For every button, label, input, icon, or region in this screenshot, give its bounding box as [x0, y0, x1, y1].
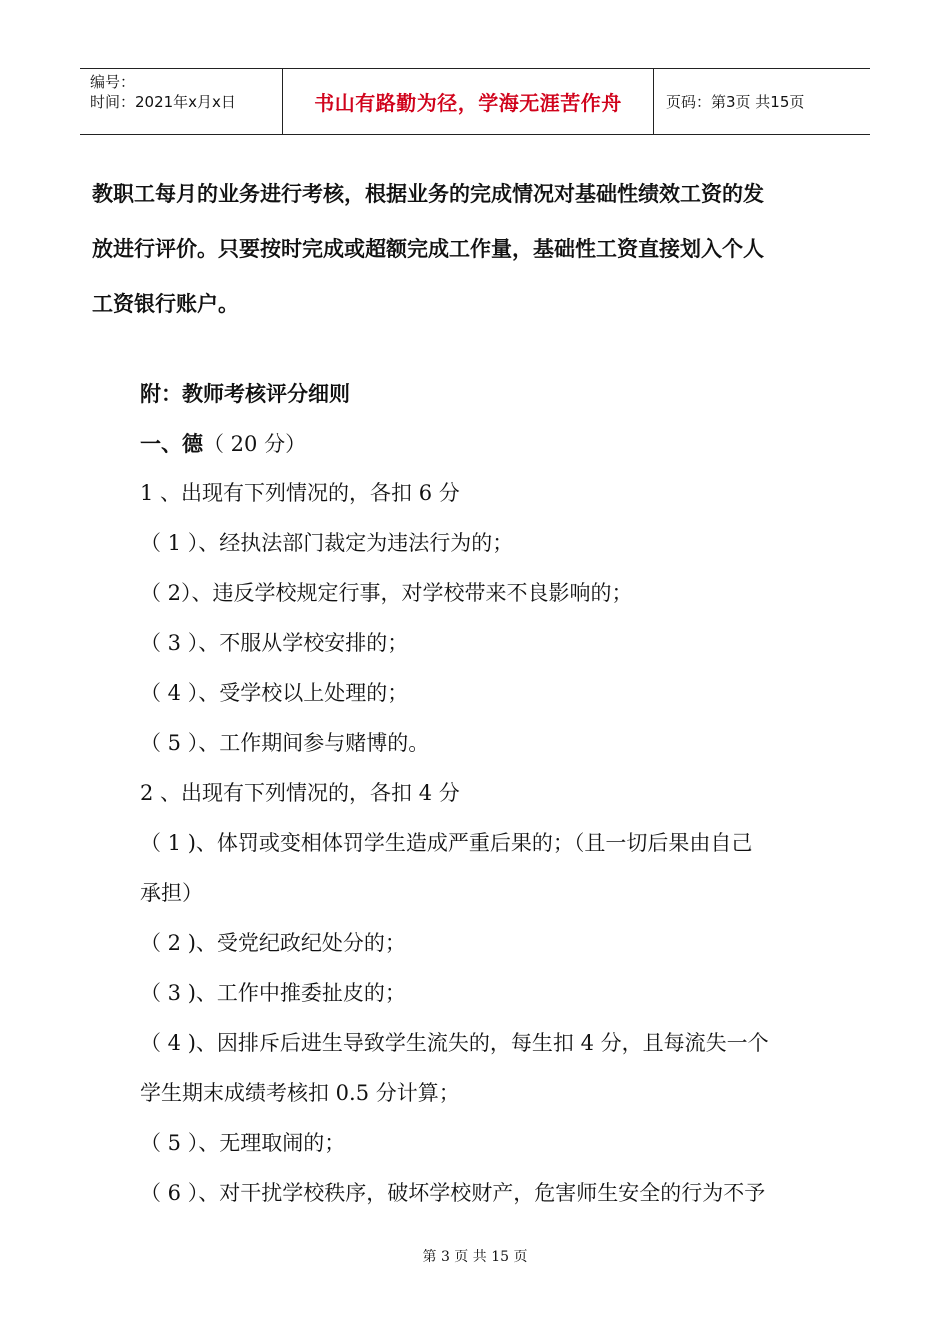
intro-line: 工资银行账户。 [92, 291, 239, 316]
rule-line: （ 5 ）、无理取闹的； [140, 1131, 346, 1155]
rule-line: （ 2）、违反学校规定行事，对学校带来不良影响的； [140, 581, 633, 605]
header-page-info: 页码：第3页 共15页 [666, 93, 805, 111]
rule-line: 2 、出现有下列情况的，各扣 4 分 [140, 781, 460, 805]
page-footer: 第 3 页 共 15 页 [422, 1249, 528, 1265]
appendix-title: 附：教师考核评分细则 [140, 381, 350, 406]
number-label: 编号： [90, 73, 136, 91]
header-meta [80, 69, 282, 134]
rule-line: （ 3 ）、不服从学校安排的； [140, 631, 409, 655]
rule-line: （ 4 ）、受学校以上处理的； [140, 681, 409, 705]
rule-line: （ 1 ）、经执法部门裁定为违法行为的； [140, 531, 514, 555]
rule-line: （ 3 )、工作中推委扯皮的； [140, 981, 406, 1005]
intro-paragraph [92, 166, 862, 331]
header-motto-cell [282, 69, 654, 134]
intro-line: 放进行评价。只要按时完成或超额完成工作量，基础性工资直接划入个人 [92, 236, 764, 261]
intro-line: 教职工每月的业务进行考核，根据业务的完成情况对基础性绩效工资的发 [92, 181, 764, 206]
rule-line: （ 5 ）、工作期间参与赌博的。 [140, 731, 430, 755]
rule-line: 学生期末成绩考核扣 0.5 分计算； [140, 1081, 460, 1105]
rule-line: 承担） [140, 881, 203, 905]
rules-list [140, 468, 862, 1218]
rule-line: （ 6 ）、对干扰学校秩序，破坏学校财产，危害师生安全的行为不予 [140, 1181, 766, 1205]
rule-line: （ 1 )、体罚或变相体罚学生造成严重后果的；（且一切后果由自己 [140, 831, 753, 855]
section-one-heading-row [140, 428, 306, 458]
header-motto: 书山有路勤为径，学海无涯苦作舟 [314, 91, 622, 115]
rule-line: （ 4 )、因排斥后进生导致学生流失的，每生扣 4 分，且每流失一个 [140, 1031, 769, 1055]
time-label: 时间：2021年x月x日 [90, 93, 236, 111]
rule-line: （ 2 )、受党纪政纪处分的； [140, 931, 406, 955]
section-one-heading: 一、德 [140, 431, 203, 456]
page-header [80, 68, 870, 135]
section-one-score: （ 20 分） [203, 432, 307, 456]
rule-line: 1 、出现有下列情况的，各扣 6 分 [140, 481, 460, 505]
